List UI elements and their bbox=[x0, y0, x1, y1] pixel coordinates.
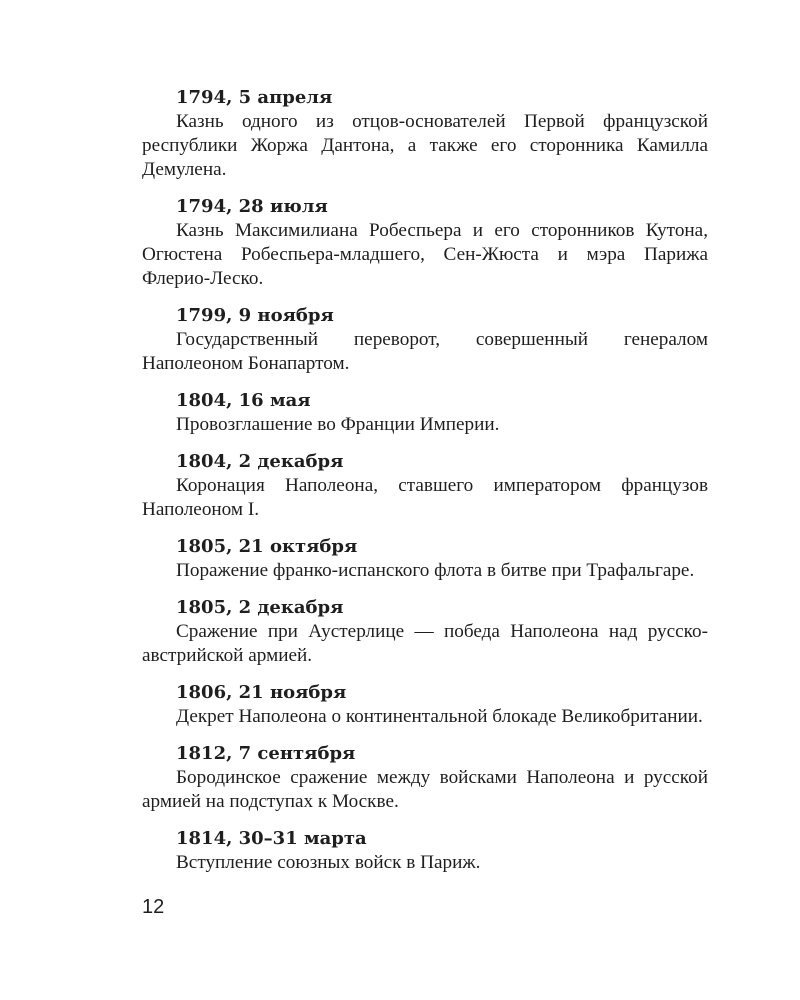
entry-text: Государственный переворот, совершенный генералом Наполеоном Бонапартом. bbox=[142, 329, 708, 374]
entry-text: Декрет Наполеона о континентальной блокаде Великобритании. bbox=[176, 706, 703, 727]
entry-text: Бородинское сражение между войсками Наполеона и русской армией на подступах к Москве. bbox=[142, 767, 708, 812]
timeline-entry bbox=[142, 681, 708, 729]
timeline-entry bbox=[142, 827, 708, 875]
entry-date: 1805, 21 октября bbox=[176, 536, 358, 557]
page-content bbox=[142, 86, 708, 888]
timeline-entry bbox=[142, 389, 708, 437]
entry-text: Сражение при Аустерлице — победа Наполеона над русско-австрийской армией. bbox=[142, 621, 708, 666]
entry-text: Коронация Наполеона, ставшего императором французов Наполеоном I. bbox=[142, 475, 708, 520]
page-number: 12 bbox=[142, 896, 165, 918]
entry-date: 1804, 16 мая bbox=[176, 390, 311, 411]
timeline-entry bbox=[142, 535, 708, 583]
entry-text: Поражение франко-испанского флота в битве при Трафальгаре. bbox=[176, 560, 695, 581]
entry-text: Казнь Максимилиана Робеспьера и его сторонников Кутона, Огюстена Робеспьера-младшего, Сен-Жюста и мэра Парижа Флерио-Леско. bbox=[142, 220, 708, 289]
entry-date: 1805, 2 декабря bbox=[176, 597, 344, 618]
timeline-entry bbox=[142, 450, 708, 522]
entry-text: Провозглашение во Франции Империи. bbox=[176, 414, 500, 435]
timeline-entry bbox=[142, 86, 708, 182]
entry-text: Вступление союзных войск в Париж. bbox=[176, 852, 481, 873]
timeline-entry bbox=[142, 195, 708, 291]
entry-date: 1794, 28 июля bbox=[176, 196, 328, 217]
entry-date: 1804, 2 декабря bbox=[176, 451, 344, 472]
timeline-entry bbox=[142, 742, 708, 814]
timeline-entry bbox=[142, 596, 708, 668]
entry-date: 1814, 30–31 марта bbox=[176, 828, 367, 849]
entry-date: 1806, 21 ноября bbox=[176, 682, 347, 703]
entry-text: Казнь одного из отцов-основателей Первой французской республики Жоржа Дантона, а также его сторонника Камилла Демулена. bbox=[142, 111, 708, 180]
entry-date: 1799, 9 ноября bbox=[176, 305, 334, 326]
timeline-entry bbox=[142, 304, 708, 376]
entry-date: 1794, 5 апреля bbox=[176, 87, 333, 108]
entry-date: 1812, 7 сентября bbox=[176, 743, 356, 764]
